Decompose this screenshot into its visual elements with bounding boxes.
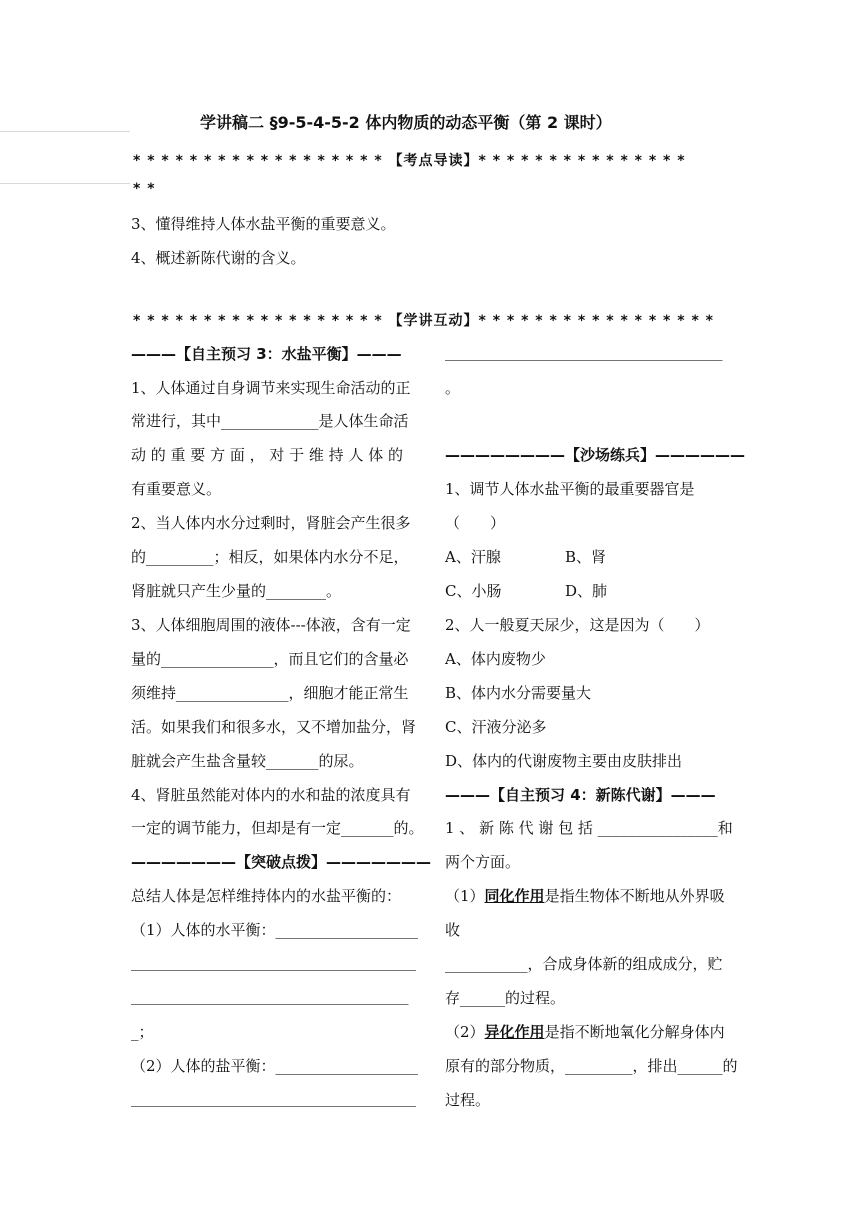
- text-line: ___________，合成身体新的组成成分，贮: [445, 955, 723, 973]
- text-line: （1）人体的水平衡：___________________: [131, 921, 419, 939]
- text-line: 须维持_______________，细胞才能正常生: [131, 684, 409, 702]
- text-line: 2、当人体内水分过剩时，肾脏会产生很多: [131, 514, 411, 532]
- option-d: D、肺: [565, 582, 608, 600]
- text-line: 有重要意义。: [131, 480, 222, 498]
- question-1: 1、调节人体水盐平衡的最重要器官是: [445, 480, 695, 498]
- definition-text: 是指生物体不断地从外界吸: [544, 887, 725, 905]
- section-heading-shachang: ————————【沙场练兵】——————: [445, 446, 746, 464]
- header-rule-bottom: [0, 183, 130, 184]
- text-line: 一定的调节能力，但却是有一定_______的。: [131, 819, 424, 837]
- catabolism-definition: [445, 1021, 725, 1042]
- header-rule-top: [0, 131, 130, 132]
- text-line: 收: [445, 921, 461, 939]
- question-1-bracket: （ ）: [445, 514, 506, 532]
- answer-blank-line: ______________________________________: [131, 953, 416, 971]
- text-line: 过程。: [445, 1091, 491, 1109]
- text-line: 4、肾脏虽然能对体内的水和盐的浓度具有: [131, 786, 411, 804]
- text-line: 1、人体通过自身调节来实现生命活动的正: [131, 379, 411, 397]
- text-line: 量的_______________，而且它们的含量必: [131, 650, 409, 668]
- text-line: 两个方面。: [445, 853, 521, 871]
- anabolism-definition: [445, 885, 725, 906]
- answer-blank-line: _____________________________________: [131, 987, 409, 1005]
- answer-blank-line: _；: [131, 1023, 154, 1041]
- option-b: B、体内水分需要量大: [445, 684, 592, 702]
- option-a: A、体内废物少: [445, 650, 546, 668]
- xuejiang-section-header: * * * * * * * * * * * * * * * * * * 【学讲互动】* * * * * * * * * * * * * * * * *: [133, 313, 714, 329]
- answer-blank-line: ______________________________________: [131, 1089, 416, 1107]
- kaodian-item: 4、概述新陈代谢的含义。: [131, 249, 306, 267]
- item-number: （1）: [445, 887, 485, 905]
- answer-blank-line: _____________________________________: [445, 343, 723, 361]
- option-b: B、肾: [565, 548, 607, 566]
- kaodian-item: 3、懂得维持人体水盐平衡的重要意义。: [131, 215, 396, 233]
- text-line: 原有的部分物质，_________，排出______的: [445, 1057, 738, 1075]
- text-line: 。: [445, 379, 461, 397]
- text-line: 存______的过程。: [445, 989, 566, 1007]
- text-line: 动 的 重 要 方 面 ， 对 于 维 持 人 体 的: [131, 446, 403, 464]
- term-anabolism: 同化作用: [484, 887, 545, 905]
- text-line: 的_________；相反，如果体内水分不足，: [131, 548, 409, 566]
- option-c: C、汗液分泌多: [445, 718, 547, 736]
- kaodian-section-header-wrap: * *: [133, 181, 156, 197]
- question-2: 2、人一般夏天尿少，这是因为（ ）: [445, 616, 710, 634]
- text-line: 脏就会产生盐含量较_______的尿。: [131, 752, 364, 770]
- option-a: A、汗腺: [445, 548, 501, 566]
- kaodian-section-header: * * * * * * * * * * * * * * * * * * 【考点导读】* * * * * * * * * * * * * * *: [133, 153, 686, 169]
- item-number: （2）: [445, 1023, 485, 1041]
- option-d: D、体内的代谢废物主要由皮肤排出: [445, 752, 683, 770]
- text-line: 3、人体细胞周围的液体---体液，含有一定: [131, 616, 411, 634]
- text-line: 总结人体是怎样维持体内的水盐平衡的：: [131, 887, 402, 905]
- term-catabolism: 异化作用: [484, 1023, 545, 1041]
- text-line: 活。如果我们和很多水，又不增加盐分，肾: [131, 718, 417, 736]
- page-title: 学讲稿二 §9-5-4-5-2 体内物质的动态平衡（第 2 课时）: [200, 113, 612, 132]
- text-line: 常进行，其中_____________是人体生命活: [131, 412, 409, 430]
- section-heading-water-salt: ———【自主预习 3：水盐平衡】———: [131, 345, 402, 363]
- text-line: 1 、 新 陈 代 谢 包 括 ________________和: [445, 819, 733, 837]
- section-heading-metabolism: ———【自主预习 4：新陈代谢】———: [445, 786, 716, 804]
- definition-text: 是指不断地氧化分解身体内: [544, 1023, 725, 1041]
- text-line: （2）人体的盐平衡：___________________: [131, 1057, 419, 1075]
- option-c: C、小肠: [445, 582, 502, 600]
- section-heading-tupo: ———————【突破点拨】———————: [131, 853, 432, 871]
- text-line: 肾脏就只产生少量的________。: [131, 582, 342, 600]
